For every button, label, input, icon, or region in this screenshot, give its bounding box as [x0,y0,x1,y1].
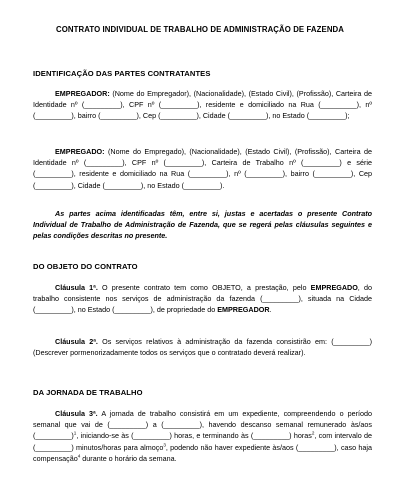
clause-1-text-3: . [269,305,272,315]
clause-3-text-4: , podendo não haver expediente às/aos (_________), caso haja compensação [33,442,372,463]
clause-2-label: Cláusula 2ª. [55,337,98,346]
intro-paragraph: As partes acima identificadas têm, entre si, justas e acertadas o presente Contrato Individual de Trabalho de Administração de Fazenda, que se regerá pelas cláusulas seguintes e pelas condições descritas no presente. [33,209,372,241]
clause-3-text-2: , iniciando-se às (_________) horas, e terminando às (_________) horas [76,431,312,441]
clause-2-paragraph [33,336,372,358]
employee-label: EMPREGADO: [55,147,105,156]
section-heading-schedule: DA JORNADA DE TRABALHO [33,388,143,397]
clause-1-empregado: EMPREGADO [310,283,358,292]
clause-3-label: Cláusula 3ª. [55,409,98,418]
footnote-ref-1: 1 [73,431,77,437]
clause-3-text-1: A jornada de trabalho consistirá em um expediente, compreendendo o período semanal que vai de (_________) a (_________), havendo descanso semanal remunerado às/aos (_________) [33,409,372,441]
clause-1-empregador: EMPREGADOR [217,305,270,315]
employer-paragraph [33,88,372,122]
clause-1-paragraph [33,282,372,316]
clause-1-label: Cláusula 1ª. [55,283,98,292]
footnote-ref-3: 3 [163,442,166,448]
employee-paragraph [33,146,372,191]
clause-3-text-3: , com intervalo de (_________) minutos/horas para almoço [33,431,372,452]
clause-1-text-2: , do trabalho consistente nos serviços de administração da fazenda (_________), situada na Cidade (_________), no Estado (_________), de propriedade do [33,283,372,315]
clause-3-paragraph [33,408,372,464]
footnote-ref-2: 2 [311,431,315,437]
employer-label: EMPREGADOR: [55,89,110,98]
document-title: CONTRATO INDIVIDUAL DE TRABALHO DE ADMINISTRAÇÃO DE FAZENDA [55,25,345,34]
employee-text: (Nome do Empregado), (Nacionalidade), (Estado Civil), (Profissão), Carteira de Identidade nº (_________), CPF nº (_________), Carteira de Trabalho nº (_________) e série (_________), residente e domiciliado na Rua (_________), nº (_________), bairro (_________), Cep (_________), Cidade (_________), no Estado (_________). [33,147,373,190]
footnote-ref-4: 4 [77,453,81,459]
clause-2-text: Os serviços relativos à administração da fazenda consistirão em: (_________) (Descrever pormenorizadamente todos os serviços que o contratado deverá realizar). [33,337,373,358]
section-heading-parties: IDENTIFICAÇÃO DAS PARTES CONTRATANTES [33,69,211,78]
clause-3-text-5: durante o horário da semana. [80,453,177,463]
clause-1-text-1: O presente contrato tem como OBJETO, a prestação, pelo [102,283,307,292]
section-heading-object: DO OBJETO DO CONTRATO [33,262,138,271]
employer-text: (Nome do Empregador), (Nacionalidade), (Estado Civil), (Profissão), Carteira de Identidade nº (_________), CPF nº (_________), residente e domiciliado na Rua (_________), nº (_________), bairro (_________), Cep (_________), Cidade (_________), no Estado (_________); [33,89,373,121]
